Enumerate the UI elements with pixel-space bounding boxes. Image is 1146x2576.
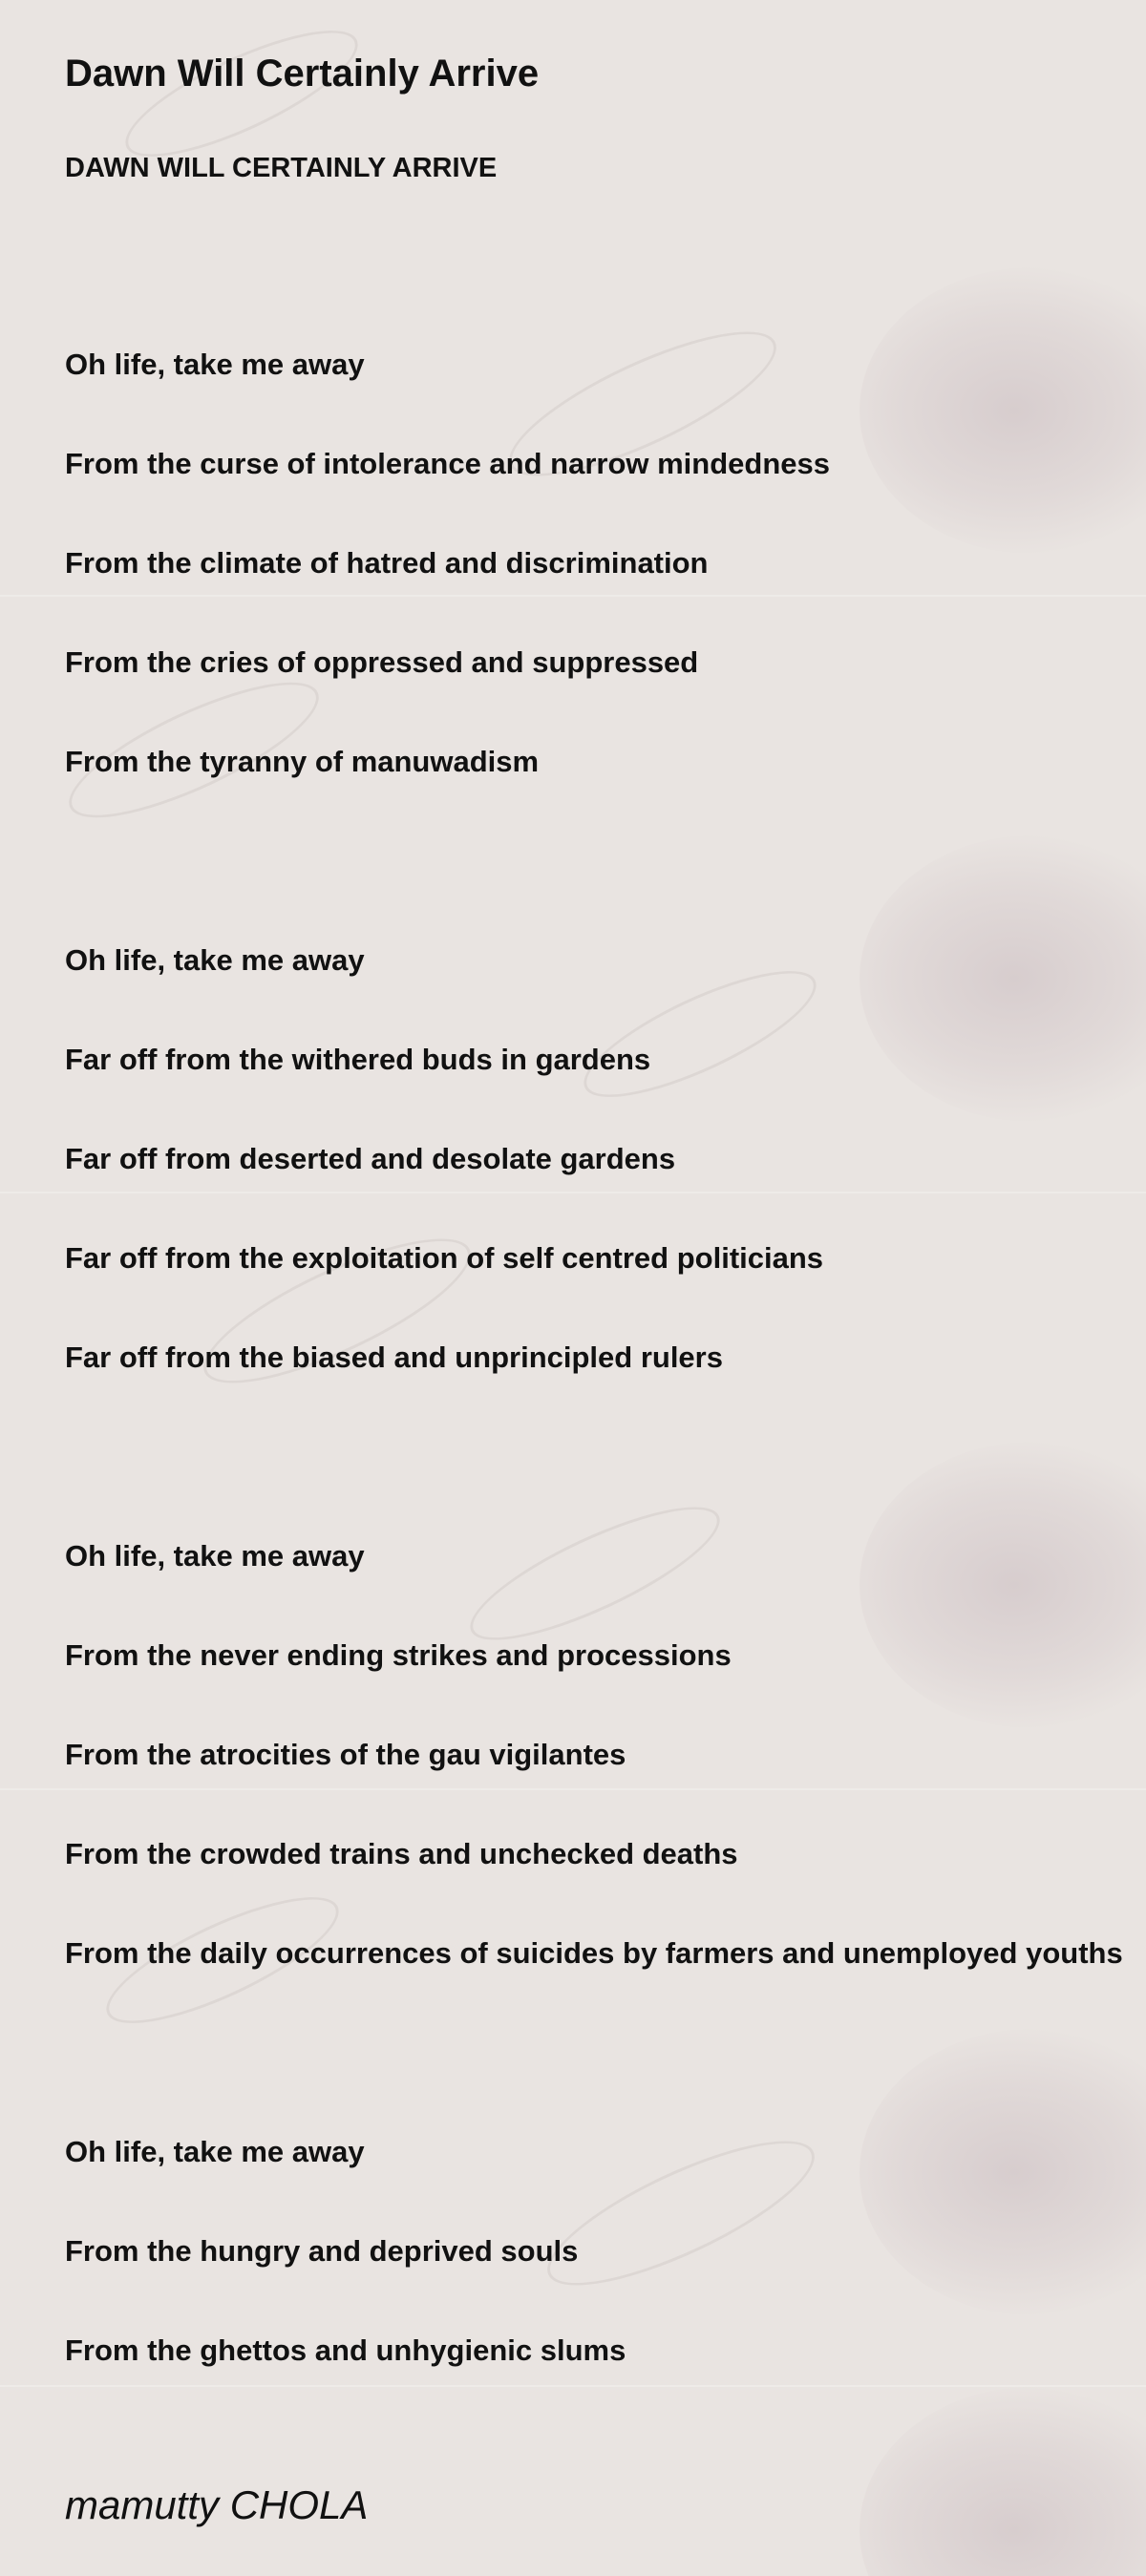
poem-line: Far off from the biased and unprincipled rulers (65, 1341, 723, 1374)
poem-line: From the crowded trains and unchecked deaths (65, 1837, 738, 1870)
poem-title: Dawn Will Certainly Arrive (65, 53, 540, 95)
poem-author: mamutty CHOLA (65, 2482, 369, 2527)
poem-line: From the daily occurrences of suicides by farmers and unemployed youths (65, 1936, 1123, 1970)
poem-line: Oh life, take me away (65, 348, 365, 381)
poem-line: From the curse of intolerance and narrow mindedness (65, 447, 831, 480)
poem-line: Oh life, take me away (65, 1539, 365, 1573)
poem-line: Oh life, take me away (65, 943, 365, 977)
poem-line: From the ghettos and unhygienic slums (65, 2333, 626, 2367)
poem-line: From the never ending strikes and processions (65, 1638, 732, 1672)
poem-line: Far off from the exploitation of self centred politicians (65, 1241, 824, 1275)
poem-line: From the hungry and deprived souls (65, 2234, 579, 2268)
poem-line: From the tyranny of manuwadism (65, 745, 540, 778)
poem-line: From the cries of oppressed and suppressed (65, 645, 699, 679)
poem-line: Far off from the withered buds in gardens (65, 1043, 651, 1076)
poem-line: Far off from deserted and desolate gardens (65, 1142, 676, 1175)
poem-subtitle: DAWN WILL CERTAINLY ARRIVE (65, 153, 498, 183)
poem-line: Oh life, take me away (65, 2135, 365, 2168)
poem-line: From the atrocities of the gau vigilantes (65, 1738, 626, 1771)
poem-line: From the climate of hatred and discrimination (65, 546, 709, 580)
